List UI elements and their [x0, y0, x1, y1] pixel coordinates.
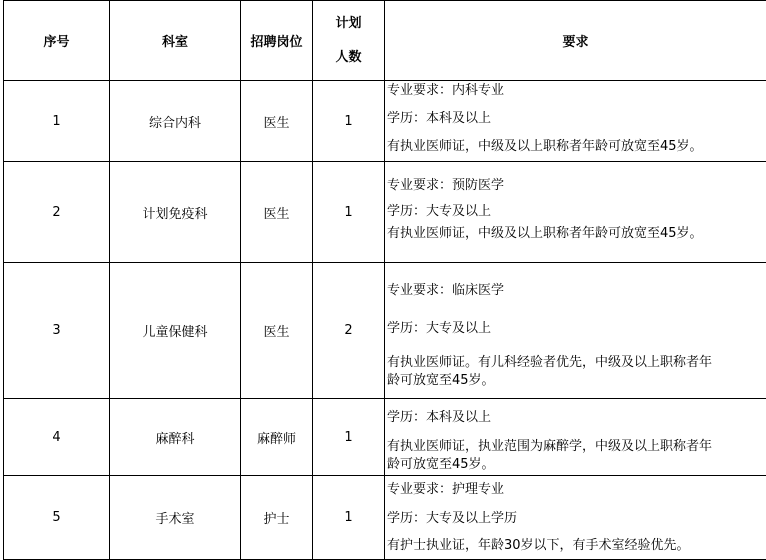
table-row [4, 162, 766, 263]
cell-index: 5 [4, 476, 110, 560]
cell-position: 医生 [241, 263, 313, 399]
recruitment-table [3, 0, 766, 560]
requirement-line: 学历：本科及以上 [387, 111, 492, 126]
header-requirements: 要求 [385, 1, 766, 81]
table-row [4, 263, 766, 399]
cell-index: 1 [4, 81, 110, 162]
header-index: 序号 [4, 1, 110, 81]
table-row [4, 399, 766, 476]
header-department: 科室 [110, 1, 241, 81]
header-plan-count [313, 1, 385, 81]
requirement-line: 有执业医师证，中级及以上职称者年龄可放宽至45岁。 [387, 139, 703, 154]
requirement-line: 学历：大专及以上学历 [387, 511, 518, 526]
table-row [4, 476, 766, 560]
requirement-line: 专业要求：预防医学 [387, 178, 505, 193]
header-row [4, 1, 766, 81]
requirement-line: 专业要求：临床医学 [387, 283, 505, 298]
table-row [4, 81, 766, 162]
cell-department: 麻醉科 [110, 399, 241, 476]
header-position: 招聘岗位 [241, 1, 313, 81]
cell-position: 医生 [241, 162, 313, 263]
cell-requirements [385, 399, 766, 476]
cell-position: 麻醉师 [241, 399, 313, 476]
requirement-line: 学历：本科及以上 [387, 410, 492, 425]
requirement-line: 有执业医师证。有儿科经验者优先，中级及以上职称者年 [387, 355, 713, 370]
cell-count: 2 [313, 263, 385, 399]
requirement-line: 有护士执业证，年龄30岁以下，有手术室经验优先。 [387, 538, 690, 553]
requirement-line: 专业要求：内科专业 [387, 83, 505, 98]
header-plan-line2: 人数 [335, 49, 362, 65]
requirement-line: 专业要求：护理专业 [387, 482, 505, 497]
cell-position: 医生 [241, 81, 313, 162]
cell-count: 1 [313, 81, 385, 162]
cell-requirements [385, 476, 766, 560]
cell-requirements [385, 81, 766, 162]
cell-index: 2 [4, 162, 110, 263]
cell-count: 1 [313, 399, 385, 476]
cell-department: 综合内科 [110, 81, 241, 162]
requirement-line: 学历：大专及以上 [387, 204, 492, 219]
cell-index: 4 [4, 399, 110, 476]
cell-department: 儿童保健科 [110, 263, 241, 399]
requirement-line: 龄可放宽至45岁。 [387, 457, 495, 472]
header-plan-line1: 计划 [335, 15, 362, 31]
cell-requirements [385, 263, 766, 399]
requirement-line: 有执业医师证，执业范围为麻醉学，中级及以上职称者年 [387, 439, 713, 454]
cell-position: 护士 [241, 476, 313, 560]
requirement-line: 有执业医师证，中级及以上职称者年龄可放宽至45岁。 [387, 226, 703, 241]
cell-requirements [385, 162, 766, 263]
cell-count: 1 [313, 476, 385, 560]
cell-count: 1 [313, 162, 385, 263]
cell-index: 3 [4, 263, 110, 399]
requirement-line: 龄可放宽至45岁。 [387, 373, 495, 388]
requirement-line: 学历：大专及以上 [387, 321, 492, 336]
cell-department: 手术室 [110, 476, 241, 560]
cell-department: 计划免疫科 [110, 162, 241, 263]
